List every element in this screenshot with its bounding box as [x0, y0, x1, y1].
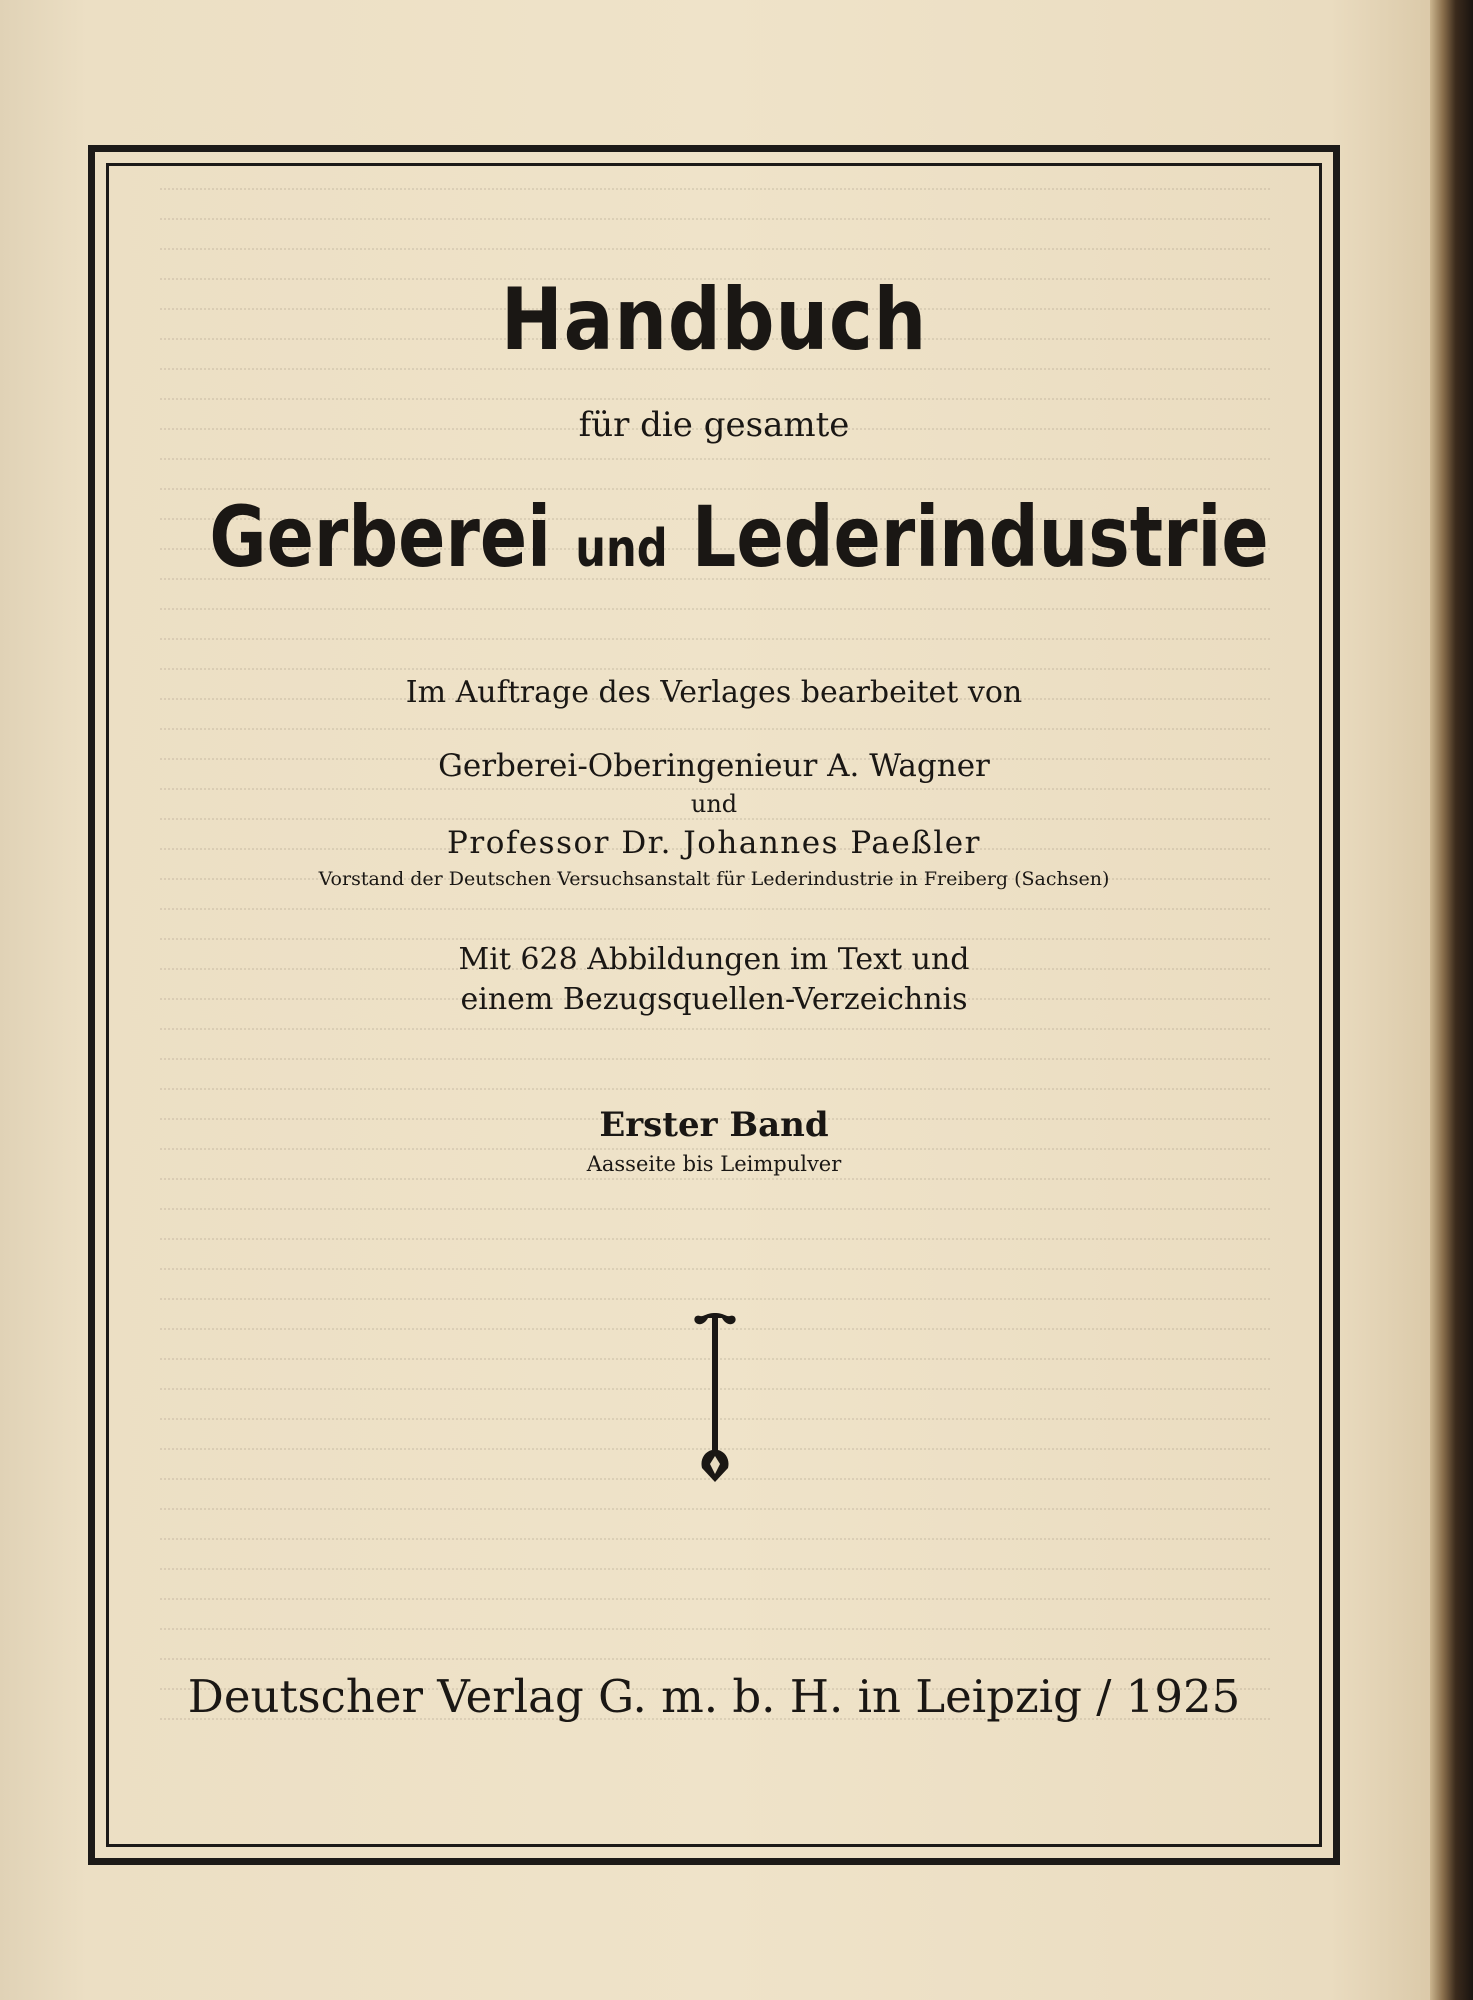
- main-title-part1: Gerberei: [209, 488, 552, 586]
- book-subtitle: für die gesamte: [578, 405, 850, 445]
- commission-line: Im Auftrage des Verlages bearbeitet von: [405, 675, 1023, 710]
- volume-title: Erster Band: [599, 1105, 829, 1145]
- illustrations-line-1: Mit 628 Abbildungen im Text und: [458, 942, 970, 977]
- main-title-part2: Lederindustrie: [691, 488, 1269, 586]
- ornament-icon: [690, 1310, 740, 1485]
- book-spine-edge: [1430, 0, 1473, 2000]
- conjunction: und: [690, 790, 738, 818]
- book-title: Handbuch: [500, 270, 928, 370]
- author-wagner: Gerberei-Oberingenieur A. Wagner: [438, 748, 990, 784]
- publisher-line: Deutscher Verlag G. m. b. H. in Leipzig / 1925: [187, 1670, 1241, 1723]
- main-subject-title: [209, 488, 1269, 586]
- main-title-und: und: [575, 519, 668, 579]
- illustrations-line-2: einem Bezugsquellen-Verzeichnis: [460, 982, 968, 1017]
- volume-range: Aasseite bis Leimpulver: [586, 1152, 842, 1176]
- author-paessler: Professor Dr. Johannes Paeßler: [447, 825, 981, 861]
- author-affiliation: Vorstand der Deutschen Versuchsanstalt für Lederindustrie in Freiberg (Sachsen): [318, 868, 1110, 890]
